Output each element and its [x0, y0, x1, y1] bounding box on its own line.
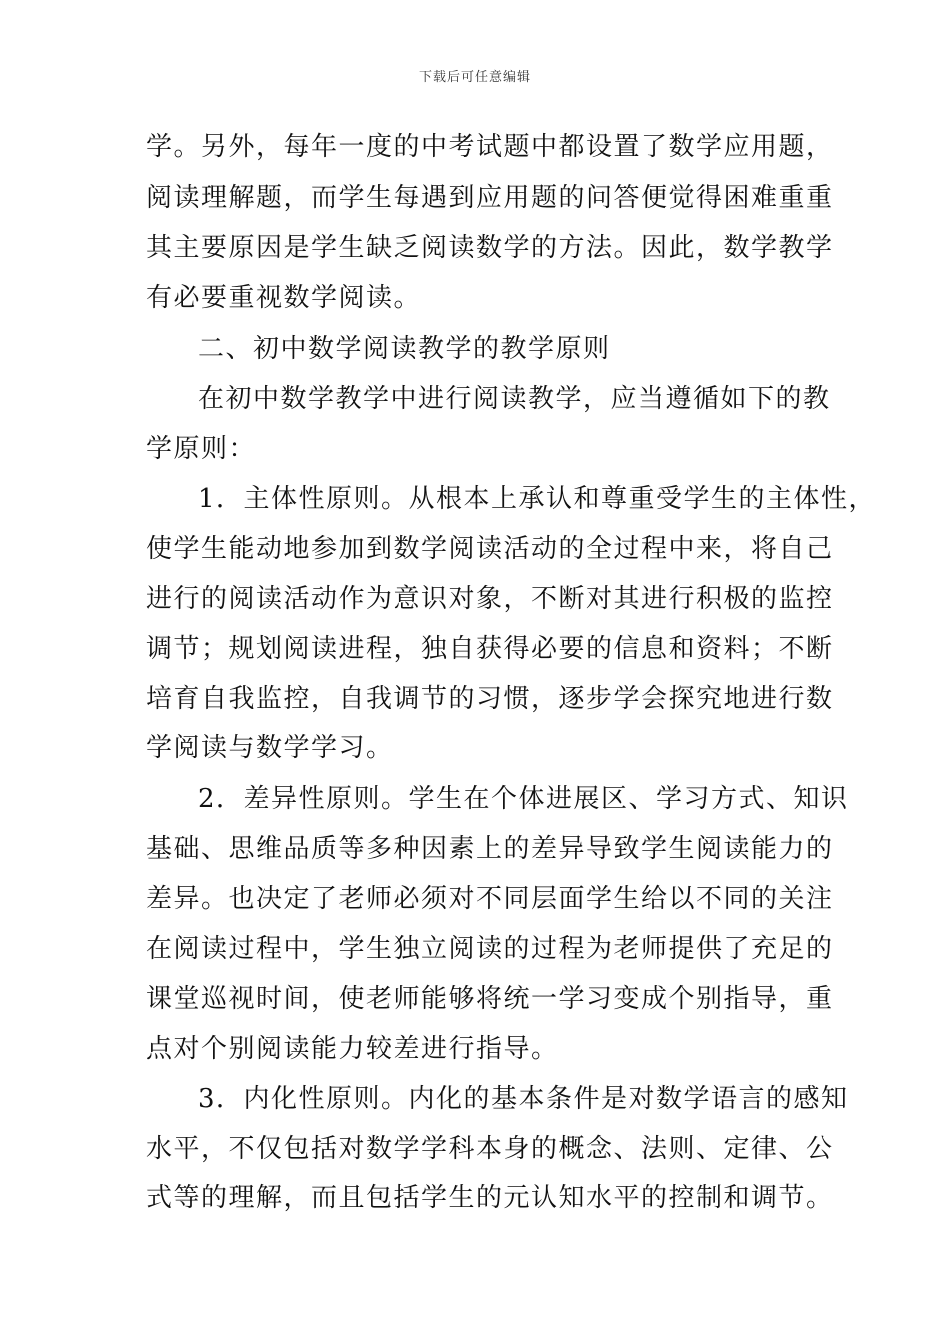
text-line: 基础、思维品质等多种因素上的差异导致学生阅读能力的: [146, 834, 834, 864]
section-heading: 二、初中数学阅读教学的教学原则: [198, 334, 611, 364]
text-line: 使学生能动地参加到数学阅读活动的全过程中来，将自己: [146, 534, 834, 564]
text-line: 点对个别阅读能力较差进行指导。: [146, 1034, 559, 1064]
text-line: 在初中数学教学中进行阅读教学，应当遵循如下的教: [198, 384, 831, 414]
text-line: 在阅读过程中，学生独立阅读的过程为老师提供了充足的: [146, 934, 834, 964]
text-line: 有必要重视数学阅读。: [146, 283, 422, 313]
text-line: 3．内化性原则。内化的基本条件是对数学语言的感知: [198, 1084, 849, 1114]
text-line: 培育自我监控，自我调节的习惯，逐步学会探究地进行数: [146, 684, 834, 714]
text-line: 水平，不仅包括对数学学科本身的概念、法则、定律、公: [146, 1134, 834, 1164]
text-line: 调节；规划阅读进程，独自获得必要的信息和资料；不断: [146, 634, 834, 664]
text-line: 课堂巡视时间，使老师能够将统一学习变成个别指导，重: [146, 984, 834, 1014]
text-line: 阅读理解题，而学生每遇到应用题的问答便觉得困难重重: [146, 183, 834, 213]
text-line: 式等的理解，而且包括学生的元认知水平的控制和调节。: [146, 1183, 834, 1213]
text-line: 学阅读与数学学习。: [146, 733, 394, 763]
text-line: 学。另外，每年一度的中考试题中都设置了数学应用题，: [146, 132, 834, 162]
text-line: 其主要原因是学生缺乏阅读数学的方法。因此，数学教学: [146, 233, 834, 263]
text-line: 学原则：: [146, 434, 257, 464]
text-line: 进行的阅读活动作为意识对象，不断对其进行积极的监控: [146, 584, 834, 614]
page-header: 下载后可任意编辑: [418, 70, 531, 85]
text-line: 1．主体性原则。从根本上承认和尊重受学生的主体性，: [198, 484, 877, 514]
text-line: 2．差异性原则。学生在个体进展区、学习方式、知识: [198, 784, 849, 814]
text-line: 差异。也决定了老师必须对不同层面学生给以不同的关注: [146, 884, 834, 914]
